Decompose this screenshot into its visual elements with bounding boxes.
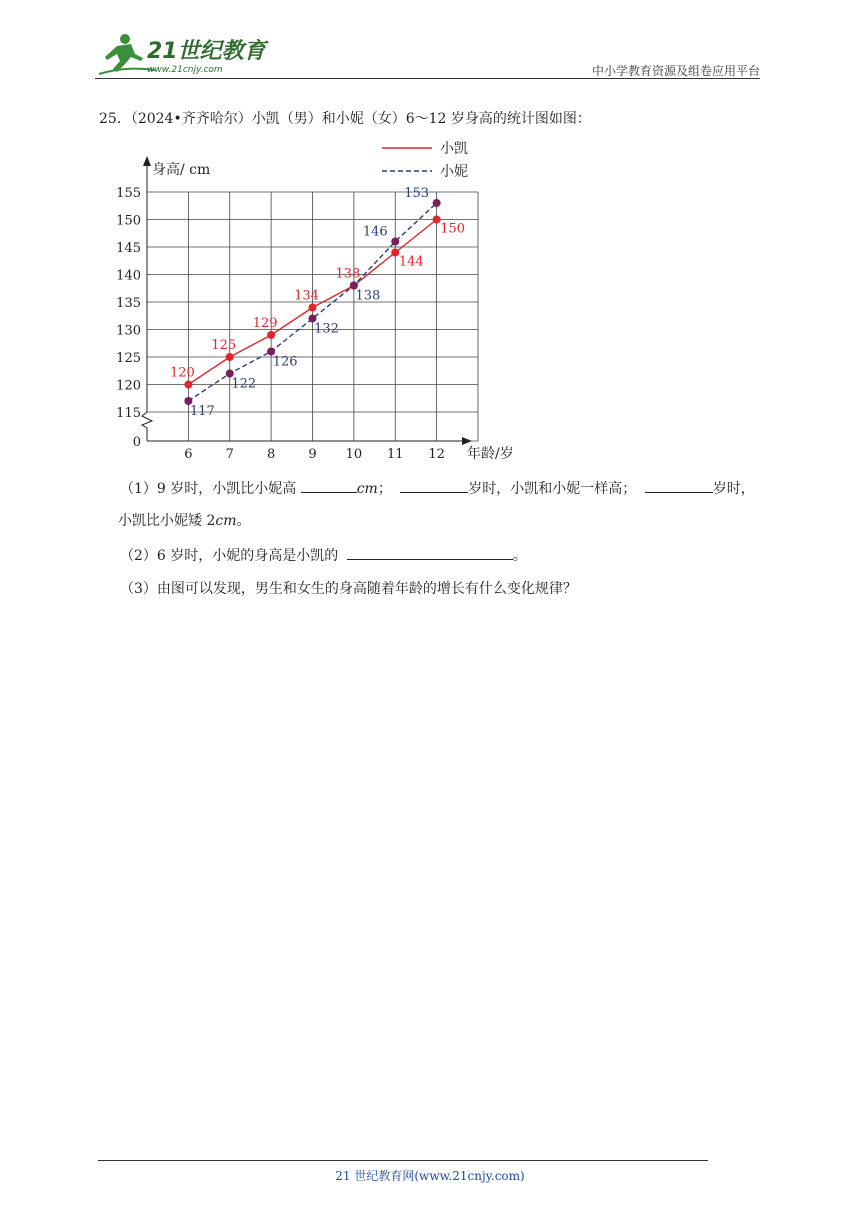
q1-line2: 小凯比小妮矮 2 xyxy=(118,513,216,529)
logo-url: www.21cnjy.com xyxy=(147,65,223,75)
question-number: 25． xyxy=(99,111,131,127)
data-label: 150 xyxy=(440,221,466,237)
x-tick-label: 9 xyxy=(308,447,317,462)
y-tick-label: 120 xyxy=(116,378,141,394)
site-logo xyxy=(95,30,295,80)
height-line-chart xyxy=(110,130,530,470)
question-stem xyxy=(99,108,591,128)
q1-sep: ； xyxy=(377,481,392,497)
q2-text: （2）6 岁时，小妮的身高是小凯的 xyxy=(120,548,339,564)
y-tick-label: 145 xyxy=(116,241,141,256)
data-label: 153 xyxy=(404,186,430,201)
legend-label: 小凯 xyxy=(440,141,468,157)
q1-line2-end: 。 xyxy=(236,513,251,529)
footer-divider xyxy=(98,1160,708,1161)
x-tick-label: 10 xyxy=(345,447,363,462)
data-point xyxy=(391,238,399,246)
x-tick-label: 11 xyxy=(386,447,404,462)
data-point xyxy=(309,304,317,312)
data-point xyxy=(433,199,441,207)
data-label: 144 xyxy=(398,254,424,270)
data-label: 134 xyxy=(294,288,319,304)
x-tick-label: 7 xyxy=(225,447,234,462)
q1-line2-unit: cm xyxy=(215,513,237,529)
x-tick-label: 6 xyxy=(184,447,193,462)
y-tick-label: 0 xyxy=(132,435,141,450)
legend-label: 小妮 xyxy=(440,164,468,180)
q1-blank-3[interactable] xyxy=(645,478,713,493)
axis-break xyxy=(142,412,152,428)
x-axis-arrow xyxy=(462,437,472,445)
q2-end: 。 xyxy=(512,548,527,564)
q1-blank-1[interactable] xyxy=(301,478,357,493)
header-divider xyxy=(95,78,760,79)
platform-name: 中小学教育资源及组卷应用平台 xyxy=(591,64,760,78)
data-label: 132 xyxy=(314,321,339,337)
data-label: 126 xyxy=(272,354,298,370)
y-tick-label: 135 xyxy=(116,296,141,311)
page-header xyxy=(95,30,760,80)
data-label: 122 xyxy=(231,376,257,392)
chart-series xyxy=(170,186,465,419)
q1-blank-2[interactable] xyxy=(400,478,468,493)
question-text: （2024•齐齐哈尔）小凯（男）和小妮（女）6～12 岁身高的统计图如图： xyxy=(130,111,591,127)
data-point xyxy=(226,353,234,361)
logo-text: 21世纪教育 xyxy=(147,39,266,64)
q1-prefix: （1）9 岁时，小凯比小妮高 xyxy=(120,481,297,497)
data-label: 120 xyxy=(169,365,195,381)
y-tick-label: 150 xyxy=(116,213,141,229)
y-tick-label: 155 xyxy=(116,186,141,201)
y-tick-label: 125 xyxy=(116,351,141,366)
chart-legend xyxy=(382,140,468,180)
y-axis-label: 身高/ cm xyxy=(152,162,211,178)
y-tick-label: 115 xyxy=(116,406,141,421)
q1-unit: cm xyxy=(356,481,378,497)
page-footer: 21 世纪教育网(www.21cnjy.com) xyxy=(335,1169,525,1183)
y-axis-arrow xyxy=(143,156,151,166)
q1-end: 岁时， xyxy=(712,481,755,497)
data-label: 125 xyxy=(211,338,237,353)
data-label: 138 xyxy=(335,266,361,282)
y-tick-label: 130 xyxy=(116,323,141,339)
data-point xyxy=(267,331,275,339)
x-tick-label: 8 xyxy=(266,447,276,462)
data-point xyxy=(184,381,192,389)
sub-question-1 xyxy=(120,478,755,499)
q1-middle: 岁时，小凯和小妮一样高； xyxy=(468,481,637,497)
x-axis-label: 年龄/岁 xyxy=(467,446,514,462)
y-tick-label: 140 xyxy=(116,268,141,284)
data-label: 138 xyxy=(355,288,381,304)
data-label: 146 xyxy=(362,224,388,240)
x-tick-label: 12 xyxy=(428,447,445,462)
sub-question-3 xyxy=(120,579,577,599)
sub-question-1-line2 xyxy=(118,511,250,531)
data-label: 129 xyxy=(252,316,278,331)
sub-question-2 xyxy=(120,545,527,566)
data-label: 117 xyxy=(189,404,215,419)
q3-text: （3）由图可以发现，男生和女生的身高随着年龄的增长有什么变化规律？ xyxy=(120,581,577,597)
q2-blank[interactable] xyxy=(347,545,513,560)
